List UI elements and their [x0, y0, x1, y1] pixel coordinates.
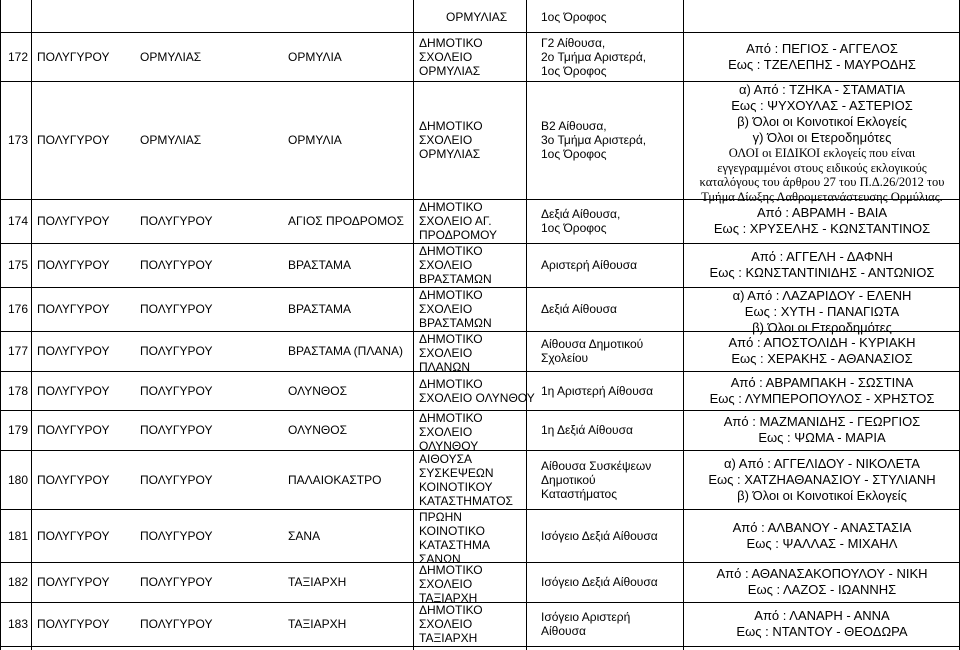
unit-cell: ΠΟΛΥΓΥΡΟΥ — [140, 617, 213, 631]
municipality-cell: ΠΟΛΥΓΥΡΟΥ — [37, 258, 110, 272]
unit-cell: ΟΡΜΥΛΙΑΣ — [140, 50, 202, 64]
row-number: 176 — [8, 302, 29, 316]
voter-range-line: Από : ΑΒΡΑΜΗ - ΒΑΙΑ — [756, 205, 888, 220]
community-cell: ΤΑΞΙΑΡΧΗ — [288, 617, 347, 631]
school-cell: ΑΙΘΟΥΣΑ ΣΥΣΚΕΨΕΩΝ ΚΟΙΝΟΤΙΚΟΥ ΚΑΤΑΣΤΗΜΑΤΟΣ — [419, 452, 513, 508]
unit-cell: ΠΟΛΥΓΥΡΟΥ — [140, 214, 213, 228]
voter-range-line: Εως : ΧΑΤΖΗΑΘΑΝΑΣΙΟΥ - ΣΤΥΛΙΑΝΗ — [708, 472, 936, 487]
voter-range-line: Εως : ΤΖΕΛΕΠΗΣ - ΜΑΥΡΟΔΗΣ — [728, 57, 916, 72]
voter-range-line: β) Όλοι οι Ετεροδημότες — [752, 320, 892, 335]
top-school-cell: ΟΡΜΥΛΙΑΣ — [446, 10, 508, 24]
unit-cell: ΠΟΛΥΓΥΡΟΥ — [140, 344, 213, 358]
school-cell: ΔΗΜΟΤΙΚΟ ΣΧΟΛΕΙΟ ΤΑΞΙΑΡΧΗ — [419, 563, 483, 605]
room-cell: 1η Αριστερή Αίθουσα — [541, 384, 654, 398]
voter-range-line: Εως : ΧΕΡΑΚΗΣ - ΑΘΑΝΑΣΙΟΣ — [731, 351, 913, 366]
room-cell: Ισόγειο Δεξιά Αίθουσα — [541, 529, 658, 543]
municipality-cell: ΠΟΛΥΓΥΡΟΥ — [37, 214, 110, 228]
municipality-cell: ΠΟΛΥΓΥΡΟΥ — [37, 302, 110, 316]
row-number: 177 — [8, 344, 29, 358]
school-cell: ΔΗΜΟΤΙΚΟ ΣΧΟΛΕΙΟ ΒΡΑΣΤΑΜΩΝ — [419, 288, 492, 330]
voter-range-line: Από : ΑΘΑΝΑΣΑΚΟΠΟΥΛΟΥ - ΝΙΚΗ — [716, 566, 928, 581]
community-cell: ΣΑΝΑ — [288, 529, 321, 543]
room-cell: Ισόγειο Αριστερή Αίθουσα — [541, 610, 631, 638]
voter-range-line: Από : ΠΕΓΙΟΣ - ΑΓΓΕΛΟΣ — [746, 41, 898, 56]
municipality-cell: ΠΟΛΥΓΥΡΟΥ — [37, 529, 110, 543]
community-cell: ΒΡΑΣΤΑΜΑ — [288, 258, 351, 272]
row-number: 178 — [8, 384, 29, 398]
unit-cell: ΠΟΛΥΓΥΡΟΥ — [140, 384, 213, 398]
room-cell: Δεξιά Αίθουσα — [541, 302, 617, 316]
row-number: 175 — [8, 258, 29, 272]
room-cell: 1η Δεξιά Αίθουσα — [541, 423, 633, 437]
municipality-cell: ΠΟΛΥΓΥΡΟΥ — [37, 133, 110, 147]
unit-cell: ΠΟΛΥΓΥΡΟΥ — [140, 258, 213, 272]
room-cell: Β2 Αίθουσα, 3ο Τμήμα Αριστερά, 1ος Όροφος — [541, 119, 647, 161]
voter-range-line: Από : ΜΑΖΜΑΝΙΔΗΣ - ΓΕΩΡΓΙΟΣ — [723, 414, 921, 429]
voter-range-line: Εως : ΨΩΜΑ - ΜΑΡΙΑ — [758, 430, 886, 445]
school-cell: ΔΗΜΟΤΙΚΟ ΣΧΟΛΕΙΟ ΒΡΑΣΤΑΜΩΝ — [419, 244, 492, 286]
top-room-cell: 1ος Όροφος — [541, 10, 607, 24]
school-cell: ΔΗΜΟΤΙΚΟ ΣΧΟΛΕΙΟ ΤΑΞΙΑΡΧΗ — [419, 603, 483, 645]
room-cell: Αίθουσα Συσκέψεων Δημοτικού Καταστήματος — [541, 459, 652, 501]
community-cell: ΟΛΥΝΘΟΣ — [288, 423, 347, 437]
unit-cell: ΠΟΛΥΓΥΡΟΥ — [140, 302, 213, 316]
voter-range-line: Από : ΛΑΝΑΡΗ - ΑΝΝΑ — [754, 608, 890, 623]
voter-range-line: Εως : ΚΩΝΣΤΑΝΤΙΝΙΔΗΣ - ΑΝΤΩΝΙΟΣ — [709, 265, 935, 280]
grid-line-row-11 — [0, 646, 960, 647]
row-number: 181 — [8, 529, 29, 543]
school-cell: ΔΗΜΟΤΙΚΟ ΣΧΟΛΕΙΟ ΟΛΥΝΘΟΥ — [419, 411, 483, 453]
room-cell: Αριστερή Αίθουσα — [541, 258, 638, 272]
voter-range-line: Εως : ΧΡΥΣΕΛΗΣ - ΚΩΝΣΤΑΝΤΙΝΟΣ — [713, 221, 931, 236]
school-cell: ΔΗΜΟΤΙΚΟ ΣΧΟΛΕΙΟ ΟΡΜΥΛΙΑΣ — [419, 36, 483, 78]
voter-range-line: Εως : ΛΥΜΠΕΡΟΠΟΥΛΟΣ - ΧΡΗΣΤΟΣ — [709, 391, 935, 406]
community-cell: ΤΑΞΙΑΡΧΗ — [288, 575, 347, 589]
voter-range-line: εγγεγραμμένοι στους ειδικούς εκλογικούς — [717, 160, 927, 175]
school-cell: ΠΡΩΗΝ ΚΟΙΝΟΤΙΚΟ ΚΑΤΑΣΤΗΜΑ ΣΑΝΩΝ — [419, 510, 490, 566]
community-cell: ΑΓΙΟΣ ΠΡΟΔΡΟΜΟΣ — [288, 214, 404, 228]
municipality-cell: ΠΟΛΥΓΥΡΟΥ — [37, 384, 110, 398]
voter-range-line: Εως : ΛΑΖΟΣ - ΙΩΑΝΝΗΣ — [747, 582, 897, 597]
voter-range-line: Εως : ΧΥΤΗ - ΠΑΝΑΓΙΩΤΑ — [744, 304, 900, 319]
voter-range-line: β) Όλοι οι Κοινοτικοί Εκλογείς — [737, 488, 907, 503]
school-cell: ΔΗΜΟΤΙΚΟ ΣΧΟΛΕΙΟ ΠΛΑΝΩΝ — [419, 332, 483, 374]
row-number: 183 — [8, 617, 29, 631]
community-cell: ΠΑΛΑΙΟΚΑΣΤΡΟ — [288, 473, 382, 487]
unit-cell: ΠΟΛΥΓΥΡΟΥ — [140, 575, 213, 589]
community-cell: ΒΡΑΣΤΑΜΑ (ΠΛΑΝΑ) — [288, 344, 404, 358]
voter-range-line: Εως : ΨΑΛΛΑΣ - ΜΙΧΑΗΛ — [746, 536, 898, 551]
voter-range-line: β) Όλοι οι Κοινοτικοί Εκλογείς — [737, 114, 907, 129]
grid-line-col-1 — [413, 0, 414, 650]
voter-range-line: α) Από : ΛΑΖΑΡΙΔΟΥ - ΕΛΕΝΗ — [732, 288, 912, 303]
room-cell: Γ2 Αίθουσα, 2ο Τμήμα Αριστερά, 1ος Όροφος — [541, 36, 647, 78]
community-cell: ΟΡΜΥΛΙΑ — [288, 133, 342, 147]
municipality-cell: ΠΟΛΥΓΥΡΟΥ — [37, 50, 110, 64]
voter-range-line: Από : ΑΒΡΑΜΠΑΚΗ - ΣΩΣΤΙΝΑ — [730, 375, 914, 390]
municipality-cell: ΠΟΛΥΓΥΡΟΥ — [37, 344, 110, 358]
row-number: 179 — [8, 423, 29, 437]
voter-range-line: Από : ΑΓΓΕΛΗ - ΔΑΦΝΗ — [751, 249, 893, 264]
grid-line-col-2 — [526, 0, 527, 650]
unit-cell: ΠΟΛΥΓΥΡΟΥ — [140, 423, 213, 437]
voter-range-line: Από : ΑΠΟΣΤΟΛΙΔΗ - ΚΥΡΙΑΚΗ — [728, 335, 916, 350]
row-number: 173 — [8, 133, 29, 147]
voter-range-line: Εως : ΝΤΑΝΤΟΥ - ΘΕΟΔΩΡΑ — [736, 624, 908, 639]
room-cell: Δεξιά Αίθουσα, 1ος Όροφος — [541, 207, 621, 235]
school-cell: ΔΗΜΟΤΙΚΟ ΣΧΟΛΕΙΟ ΑΓ. ΠΡΟΔΡΟΜΟΥ — [419, 200, 498, 242]
unit-cell: ΠΟΛΥΓΥΡΟΥ — [140, 529, 213, 543]
voter-range-line: γ) Όλοι οι Ετεροδημότες — [752, 130, 892, 145]
grid-line-left — [0, 0, 1, 650]
voter-range-line: ΟΛΟΙ οι ΕΙΔΙΚΟΙ εκλογείς που είναι — [728, 146, 916, 160]
municipality-cell: ΠΟΛΥΓΥΡΟΥ — [37, 575, 110, 589]
community-cell: ΟΛΥΝΘΟΣ — [288, 384, 347, 398]
grid-line-top — [0, 32, 960, 33]
row-number: 172 — [8, 50, 29, 64]
community-cell: ΒΡΑΣΤΑΜΑ — [288, 302, 351, 316]
row-number: 180 — [8, 473, 29, 487]
voter-range-line: Εως : ΨΥΧΟΥΛΑΣ - ΑΣΤΕΡΙΟΣ — [731, 98, 913, 113]
community-cell: ΟΡΜΥΛΙΑ — [288, 50, 342, 64]
grid-line-col-3 — [683, 0, 684, 650]
voter-range-line: καταλόγους του άρθρου 27 του Π.Δ.26/2012 του — [699, 175, 945, 189]
school-cell: ΔΗΜΟΤΙΚΟ ΣΧΟΛΕΙΟ ΟΛΥΝΘΟΥ — [419, 377, 535, 405]
unit-cell: ΠΟΛΥΓΥΡΟΥ — [140, 473, 213, 487]
row-number: 174 — [8, 214, 29, 228]
room-cell: Ισόγειο Δεξιά Αίθουσα — [541, 575, 658, 589]
municipality-cell: ΠΟΛΥΓΥΡΟΥ — [37, 617, 110, 631]
municipality-cell: ΠΟΛΥΓΥΡΟΥ — [37, 473, 110, 487]
voter-range-line: α) Από : ΑΓΓΕΛΙΔΟΥ - ΝΙΚΟΛΕΤΑ — [724, 456, 920, 471]
voter-range-line: α) Από : ΤΖΗΚΑ - ΣΤΑΜΑΤΙΑ — [738, 82, 906, 97]
grid-line-col-0 — [31, 0, 32, 650]
room-cell: Αίθουσα Δημοτικού Σχολείου — [541, 337, 644, 365]
school-cell: ΔΗΜΟΤΙΚΟ ΣΧΟΛΕΙΟ ΟΡΜΥΛΙΑΣ — [419, 119, 483, 161]
voter-range-line: Από : ΑΛΒΑΝΟΥ - ΑΝΑΣΤΑΣΙΑ — [732, 520, 912, 535]
voter-range-line: Τμήμα Δίωξης Λαθρομετανάστευσης Ορμύλιας. — [701, 189, 943, 204]
row-number: 182 — [8, 575, 29, 589]
unit-cell: ΟΡΜΥΛΙΑΣ — [140, 133, 202, 147]
municipality-cell: ΠΟΛΥΓΥΡΟΥ — [37, 423, 110, 437]
